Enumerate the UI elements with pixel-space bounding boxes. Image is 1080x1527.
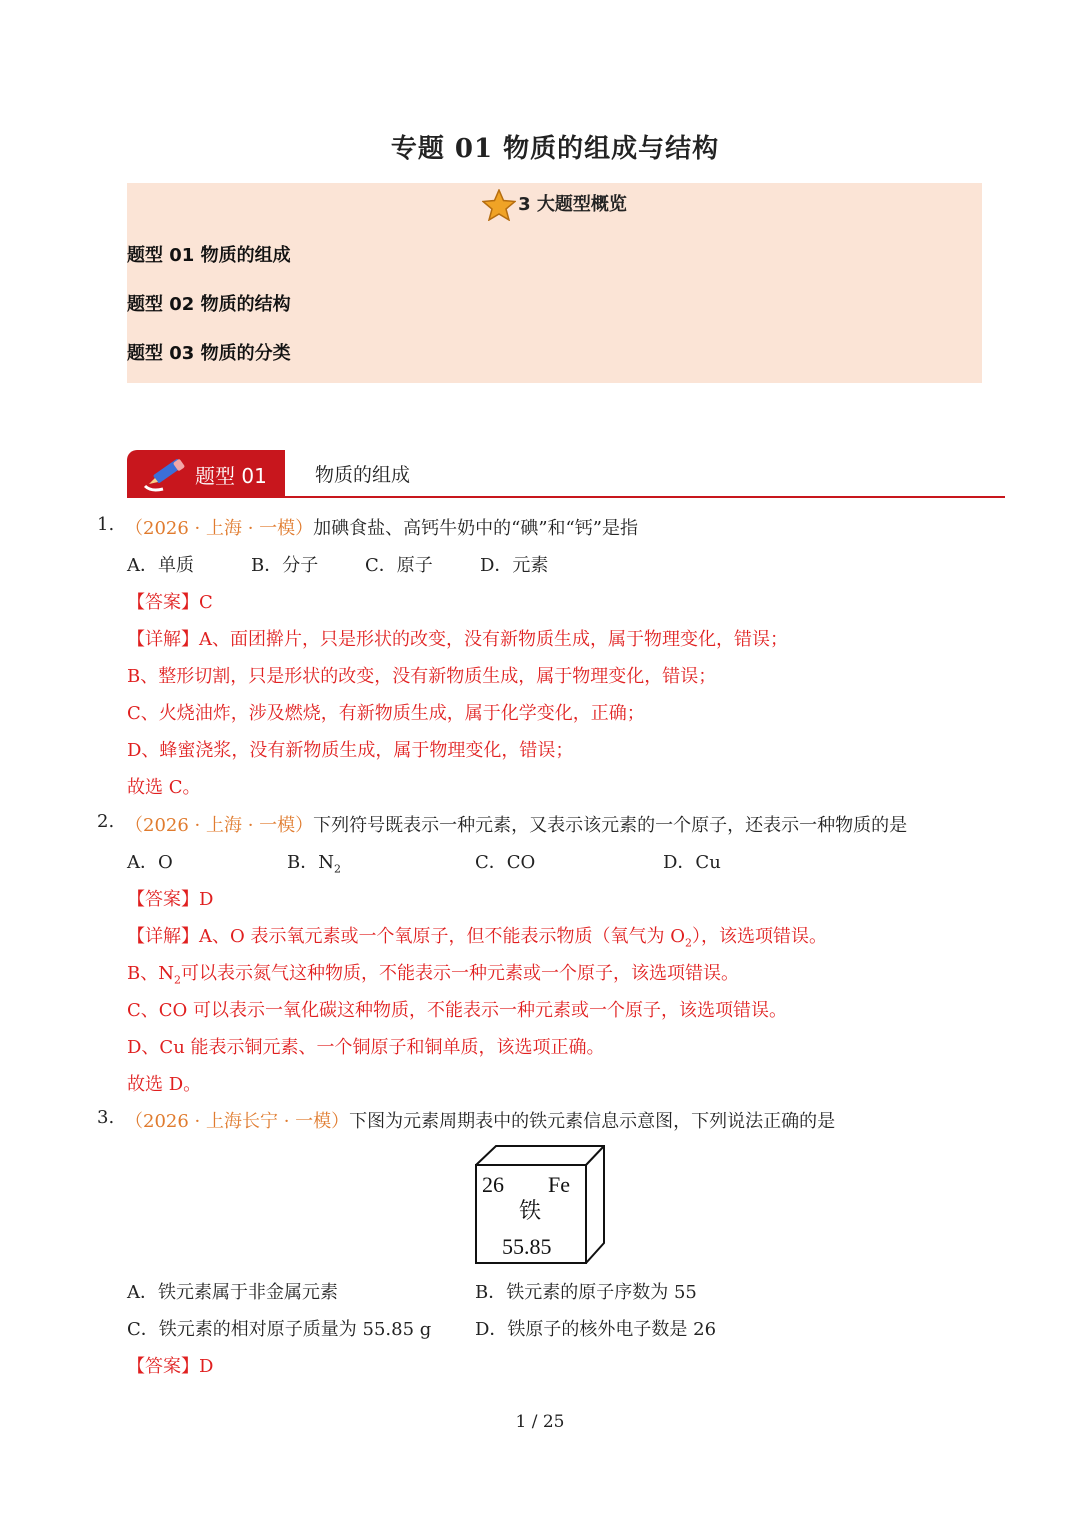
element-number: 26 bbox=[482, 1172, 504, 1197]
question-1-source: （2026 · 上海 · 一模） bbox=[125, 518, 314, 539]
q2-option-a[interactable]: A．O bbox=[127, 852, 173, 873]
q1-explain-3: C、火烧油炸，涉及燃烧，有新物质生成，属于化学变化，正确； bbox=[127, 703, 645, 724]
question-1-text: 加碘食盐、高钙牛奶中的“碘”和“钙”是指 bbox=[313, 518, 638, 539]
overview-heading-text: 3 大题型概览 bbox=[518, 194, 627, 215]
q1-option-a[interactable]: A．单质 bbox=[127, 555, 194, 576]
q1-explain-1: 【详解】A、面团擀片，只是形状的改变，没有新物质生成，属于物理变化，错误； bbox=[127, 629, 788, 650]
q1-explain-4: D、蜂蜜浇浆，没有新物质生成，属于物理变化，错误； bbox=[127, 740, 574, 761]
q2-explain-2-text: B、N bbox=[127, 963, 174, 984]
q2-explain-1-text: 【详解】A、O 表示氧元素或一个氧原子，但不能表示物质（氧气为 O bbox=[127, 926, 685, 947]
q2-option-b-text: B．N bbox=[287, 852, 334, 873]
q1-option-b[interactable]: B．分子 bbox=[251, 555, 319, 576]
question-3-source: （2026 · 上海长宁 · 一模） bbox=[125, 1111, 350, 1132]
q2-answer: 【答案】D bbox=[127, 889, 214, 910]
iron-element-card bbox=[472, 1143, 606, 1266]
q1-explain-2: B、整形切割，只是形状的改变，没有新物质生成，属于物理变化，错误； bbox=[127, 666, 717, 687]
q2-explain-3: C、CO 可以表示一氧化碳这种物质，不能表示一种元素或一个原子，该选项错误。 bbox=[127, 1000, 788, 1021]
question-2-stem bbox=[125, 811, 907, 837]
star-icon bbox=[482, 189, 516, 221]
q1-answer: 【答案】C bbox=[127, 592, 213, 613]
q2-explain-1-tail: ），该选项错误。 bbox=[691, 926, 827, 947]
element-name: 铁 bbox=[519, 1199, 542, 1224]
question-1-stem bbox=[125, 514, 638, 540]
q2-option-b-sub: 2 bbox=[333, 862, 341, 876]
q1-conclusion: 故选 C。 bbox=[127, 777, 201, 798]
section-title: 物质的组成 bbox=[315, 464, 411, 486]
section-divider bbox=[127, 496, 1005, 498]
q3-option-d[interactable]: D．铁原子的核外电子数是 26 bbox=[475, 1319, 717, 1340]
q2-explain-2-tail: 可以表示氮气这种物质，不能表示一种元素或一个原子，该选项错误。 bbox=[180, 963, 739, 984]
element-symbol: Fe bbox=[548, 1172, 570, 1197]
section-tab-label: 题型 01 bbox=[195, 464, 267, 488]
q2-explain-1 bbox=[127, 922, 827, 950]
q3-option-b[interactable]: B．铁元素的原子序数为 55 bbox=[475, 1282, 697, 1303]
q2-option-d[interactable]: D．Cu bbox=[663, 852, 721, 873]
question-2-text: 下列符号既表示一种元素，又表示该元素的一个原子，还表示一种物质的是 bbox=[313, 815, 908, 836]
question-3-number: 3. bbox=[97, 1107, 115, 1128]
page-title: 专题 01 物质的组成与结构 bbox=[390, 134, 720, 164]
question-2-source: （2026 · 上海 · 一模） bbox=[125, 815, 314, 836]
q2-explain-2 bbox=[127, 959, 739, 987]
q3-answer: 【答案】D bbox=[127, 1356, 214, 1377]
pencil-icon bbox=[141, 456, 187, 494]
section-tab bbox=[127, 450, 285, 498]
q1-option-d[interactable]: D．元素 bbox=[480, 555, 549, 576]
overview-item-3[interactable]: 题型 03 物质的分类 bbox=[127, 343, 291, 364]
q2-option-b[interactable] bbox=[287, 848, 341, 876]
question-1-number: 1. bbox=[97, 514, 115, 535]
question-3-text: 下图为元素周期表中的铁元素信息示意图，下列说法正确的是 bbox=[349, 1111, 836, 1132]
overview-item-1[interactable]: 题型 01 物质的组成 bbox=[127, 245, 291, 266]
page-number: 1 / 25 bbox=[515, 1412, 565, 1432]
q3-option-c[interactable]: C．铁元素的相对原子质量为 55.85 g bbox=[127, 1319, 432, 1340]
overview-heading bbox=[127, 189, 982, 221]
q2-option-c[interactable]: C．CO bbox=[475, 852, 536, 873]
overview-item-2[interactable]: 题型 02 物质的结构 bbox=[127, 294, 291, 315]
overview-box bbox=[127, 183, 982, 383]
question-2-number: 2. bbox=[97, 811, 115, 832]
q2-conclusion: 故选 D。 bbox=[127, 1074, 202, 1095]
q1-option-c[interactable]: C．原子 bbox=[365, 555, 433, 576]
q2-explain-2-sub: 2 bbox=[173, 973, 181, 987]
element-mass: 55.85 bbox=[502, 1234, 552, 1259]
q3-option-a[interactable]: A．铁元素属于非金属元素 bbox=[127, 1282, 338, 1303]
q2-explain-1-sub: 2 bbox=[684, 936, 692, 950]
q2-explain-4: D、Cu 能表示铜元素、一个铜原子和铜单质，该选项正确。 bbox=[127, 1037, 605, 1058]
question-3-stem bbox=[125, 1107, 835, 1133]
